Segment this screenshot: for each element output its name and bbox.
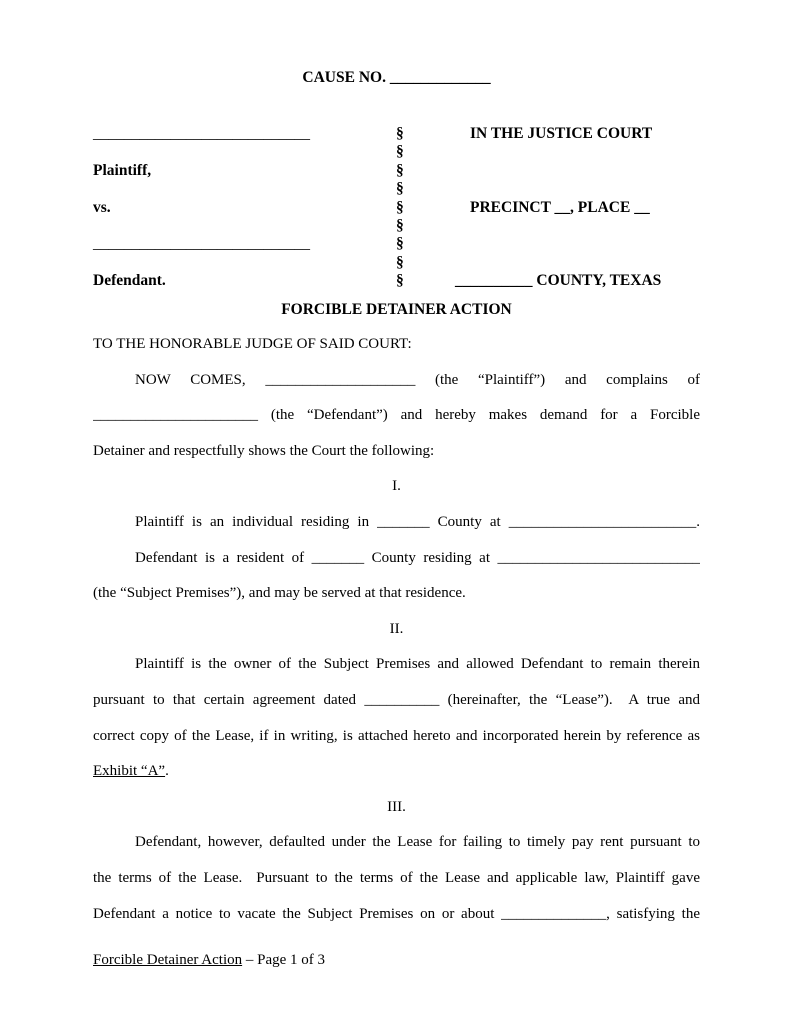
section-symbol: § xyxy=(396,272,404,290)
section-symbol: § xyxy=(396,125,404,142)
caption-court-column xyxy=(455,125,661,291)
section-numeral-1: I. xyxy=(392,478,401,495)
section1-line: (the “Subject Premises”), and may be served at that residence. xyxy=(93,585,466,602)
section3-line: Defendant a notice to vacate the Subject Premises on or about ______________, satisfying the xyxy=(93,905,700,922)
court-name: IN THE JUSTICE COURT xyxy=(470,125,653,142)
section-symbol: § xyxy=(396,235,404,253)
section2-line: Plaintiff is the owner of the Subject Premises and allowed Defendant to remain therein xyxy=(135,656,700,673)
section-symbol: § xyxy=(396,161,404,179)
defendant-name-blank: ____________________________ xyxy=(93,235,310,253)
section-symbol: § xyxy=(396,143,404,161)
section1-line: Defendant is a resident of _______ County residing at ___________________________ xyxy=(135,549,700,566)
section3-line: Defendant, however, defaulted under the Lease for failing to timely pay rent pursuant to xyxy=(135,834,700,851)
section-symbol: § xyxy=(396,216,404,234)
defendant-label: Defendant. xyxy=(93,272,166,290)
page-footer xyxy=(93,951,700,970)
exhibit-a-period: . xyxy=(165,763,169,780)
precinct-place-line: PRECINCT __, PLACE __ xyxy=(470,198,650,216)
county-line xyxy=(455,272,661,290)
salutation: TO THE HONORABLE JUDGE OF SAID COURT: xyxy=(93,336,412,352)
intro-paragraph-line: ______________________ (the “Defendant”) and hereby makes demand for a Forcible xyxy=(93,407,700,424)
case-caption xyxy=(93,125,700,291)
section-numeral-3: III. xyxy=(387,798,406,815)
caption-parties-column xyxy=(93,125,310,291)
section2-line: correct copy of the Lease, if in writing, is attached hereto and incorporated herein by reference as xyxy=(93,727,700,744)
plaintiff-label: Plaintiff, xyxy=(93,161,152,179)
section2-line: pursuant to that certain agreement dated __________ (hereinafter, the “Lease”). A true and xyxy=(93,691,700,708)
cause-number-blank: _____________ xyxy=(389,69,491,86)
county-name-blank: __________ xyxy=(455,272,533,290)
footer-doc-title: Forcible Detainer Action xyxy=(93,952,243,969)
footer-page-number: – Page 1 of 3 xyxy=(242,952,326,969)
section-symbol-column xyxy=(396,125,404,291)
document-body xyxy=(93,327,700,932)
vs-label: vs. xyxy=(93,198,111,216)
intro-paragraph-line: Detainer and respectfully shows the Court the following: xyxy=(93,442,435,459)
plaintiff-name-blank: ____________________________ xyxy=(93,125,310,142)
county-state-label: COUNTY, TEXAS xyxy=(536,272,662,290)
exhibit-a-reference: Exhibit “A” xyxy=(93,763,166,780)
section1-line: Plaintiff is an individual residing in _______ County at _________________________. xyxy=(135,513,700,530)
intro-paragraph-line: NOW COMES, ____________________ (the “Plaintiff”) and complains of xyxy=(135,371,700,388)
cause-number-label: CAUSE NO. xyxy=(302,69,386,86)
section-symbol: § xyxy=(396,253,404,271)
section3-line: the terms of the Lease. Pursuant to the terms of the Lease and applicable law, Plaintiff gave xyxy=(93,869,700,886)
section2-line xyxy=(93,754,700,790)
cause-number-line xyxy=(93,66,700,90)
section-symbol: § xyxy=(396,198,404,216)
document-title: FORCIBLE DETAINER ACTION xyxy=(281,301,512,318)
section-numeral-2: II. xyxy=(389,620,404,637)
section-symbol: § xyxy=(396,180,404,198)
